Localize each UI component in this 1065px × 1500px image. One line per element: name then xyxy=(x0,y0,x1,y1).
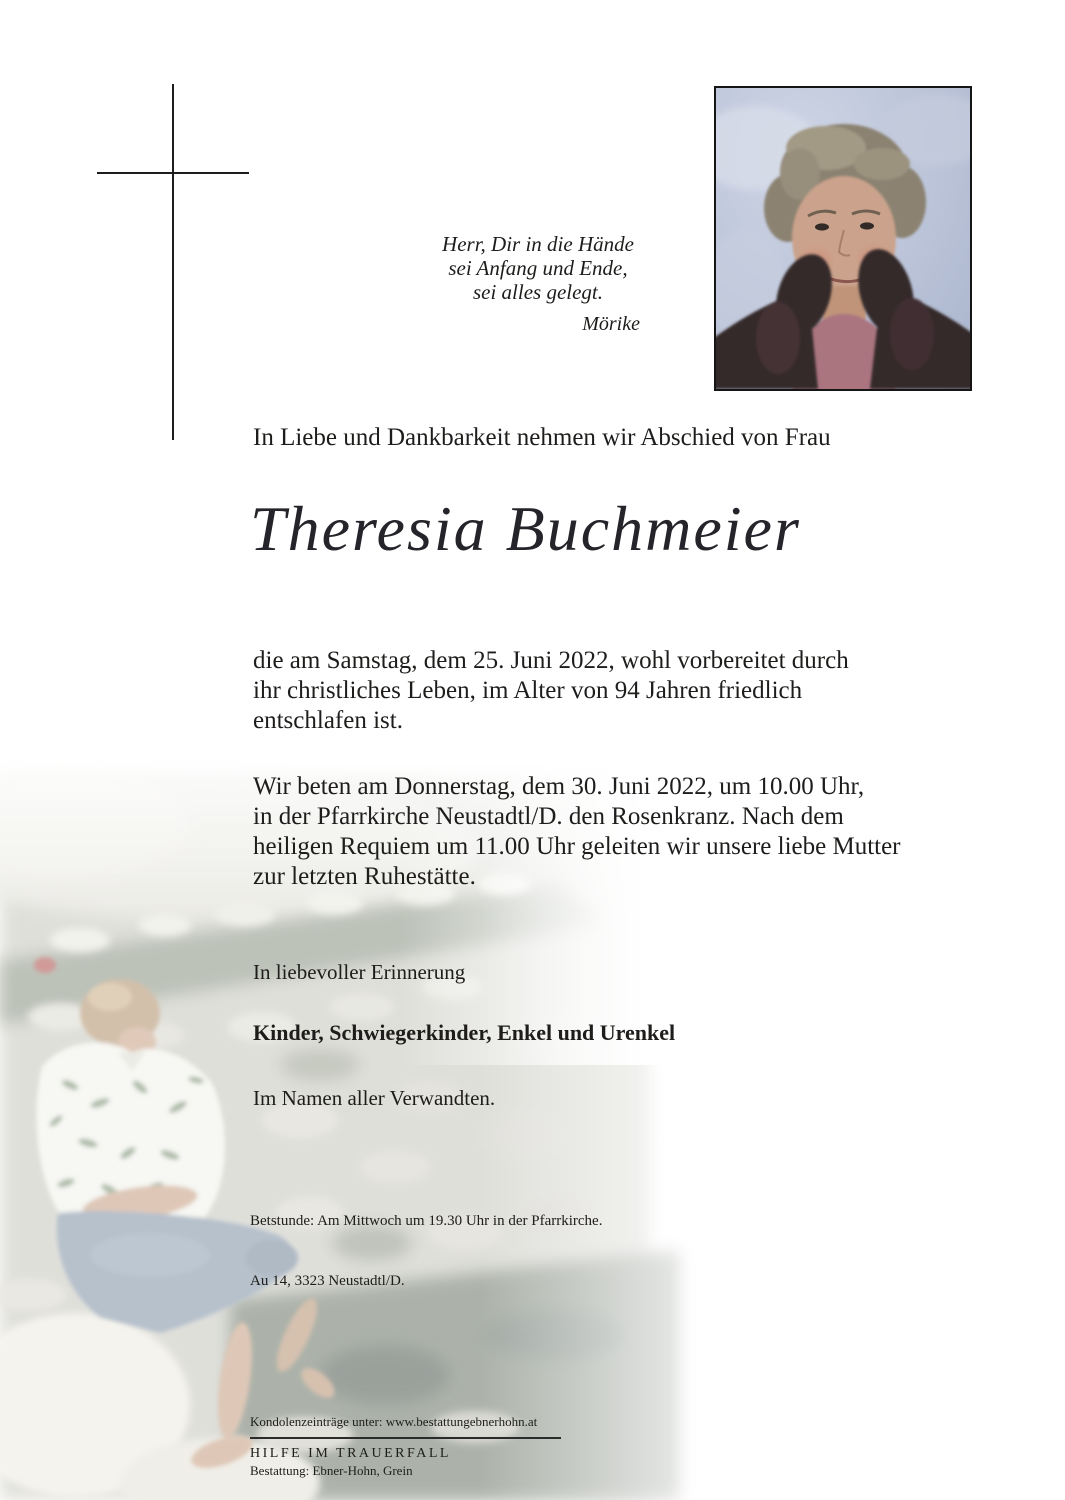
farewell-intro: In Liebe und Dankbarkeit nehmen wir Abschied von Frau xyxy=(253,424,831,451)
quote-line: Herr, Dir in die Hände xyxy=(442,232,634,256)
quote-block xyxy=(398,232,678,336)
obituary-line: die am Samstag, dem 25. Juni 2022, wohl vorbereitet durch xyxy=(253,647,849,674)
service-line: in der Pfarrkirche Neustadtl/D. den Rosenkranz. Nach dem xyxy=(253,803,844,830)
remembrance-label: In liebevoller Erinnerung xyxy=(253,960,466,984)
condolence-note: Kondolenzeinträge unter: www.bestattungebnerhohn.at xyxy=(250,1414,538,1429)
mourners-line: Kinder, Schwiegerkinder, Enkel und Urenkel xyxy=(253,1020,676,1045)
obituary-line: entschlafen ist. xyxy=(253,707,403,734)
footer-undertaker: Bestattung: Ebner-Hohn, Grein xyxy=(250,1463,413,1478)
quote-attribution: Mörike xyxy=(582,313,640,335)
service-line: heiligen Requiem um 11.00 Uhr geleiten wir unsere liebe Mutter xyxy=(253,833,901,860)
portrait-photo xyxy=(714,86,972,391)
quote-line: sei alles gelegt. xyxy=(472,280,604,304)
cross-vertical-bar xyxy=(172,84,174,440)
on-behalf-line: Im Namen aller Verwandten. xyxy=(253,1086,496,1110)
betstunde-line: Betstunde: Am Mittwoch um 19.30 Uhr in der Pfarrkirche. xyxy=(250,1213,603,1229)
cross-horizontal-bar xyxy=(97,172,249,174)
quote-line: sei Anfang und Ende, xyxy=(448,256,628,280)
service-line: zur letzten Ruhestätte. xyxy=(253,863,476,890)
service-paragraph xyxy=(253,772,901,892)
footer-divider xyxy=(250,1437,561,1439)
deceased-name: Theresia Buchmeier xyxy=(250,493,801,564)
obituary-paragraph xyxy=(253,646,849,736)
portrait-graphic xyxy=(716,88,970,389)
address-line: Au 14, 3323 Neustadtl/D. xyxy=(250,1273,405,1289)
service-line: Wir beten am Donnerstag, dem 30. Juni 2022, um 10.00 Uhr, xyxy=(253,773,865,800)
footer-help-title: HILFE IM TRAUERFALL xyxy=(250,1446,451,1461)
obituary-line: ihr christliches Leben, im Alter von 94 Jahren friedlich xyxy=(253,677,803,704)
